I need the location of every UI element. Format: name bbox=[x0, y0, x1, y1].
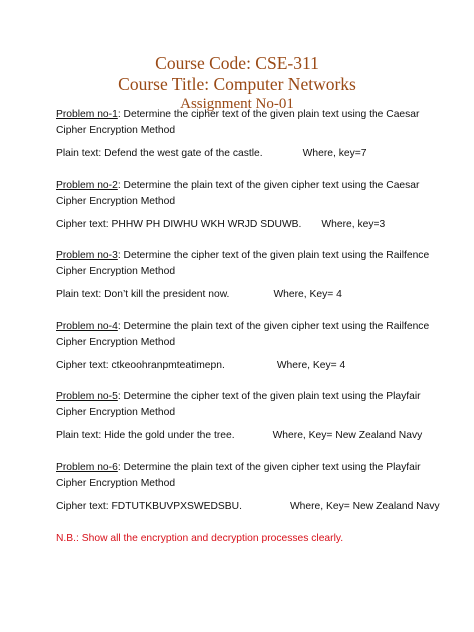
note-text: N.B.: Show all the encryption and decryption processes clearly. bbox=[56, 533, 344, 544]
given-key: Where, Key= New Zealand Navy bbox=[289, 500, 440, 512]
problem-1 bbox=[56, 107, 436, 178]
problem-3 bbox=[56, 248, 436, 319]
document-header bbox=[0, 0, 474, 114]
problem-given bbox=[56, 146, 436, 162]
course-code: Course Code: CSE-311 bbox=[155, 53, 319, 73]
problem-description bbox=[56, 389, 436, 421]
given-key: Where, Key= New Zealand Navy bbox=[272, 430, 423, 441]
problem-given bbox=[56, 428, 436, 444]
course-title: Course Title: Computer Networks bbox=[118, 74, 356, 94]
problem-given bbox=[56, 217, 436, 233]
problem-list bbox=[56, 107, 440, 530]
problem-text: : Determine the plain text of the given cipher text using the Railfence Cipher Encryption Method bbox=[56, 320, 430, 348]
problem-2 bbox=[56, 178, 436, 249]
problem-text: : Determine the cipher text of the given plain text using the Playfair Cipher Encryption Method bbox=[56, 391, 421, 418]
problem-given bbox=[56, 499, 440, 515]
problem-5 bbox=[56, 389, 436, 460]
assignment-title: Assignment No-01 bbox=[180, 96, 294, 112]
problem-description bbox=[56, 319, 436, 351]
given-key: Where, key=7 bbox=[302, 148, 367, 159]
problem-given bbox=[56, 287, 436, 303]
problem-label: Problem no-4 bbox=[56, 320, 118, 332]
problem-label: Problem no-1 bbox=[56, 109, 118, 120]
problem-text: : Determine the plain text of the given cipher text using the Caesar Cipher Encryption Method bbox=[56, 179, 420, 207]
given-key: Where, key=3 bbox=[321, 218, 386, 230]
problem-label: Problem no-6 bbox=[56, 461, 118, 473]
problem-6 bbox=[56, 460, 440, 531]
given-text: Plain text: Defend the west gate of the castle. bbox=[56, 148, 263, 159]
problem-text: : Determine the cipher text of the given plain text using the Caesar Cipher Encryption Method bbox=[56, 109, 420, 136]
given-text: Plain text: Hide the gold under the tree. bbox=[56, 430, 235, 441]
given-key: Where, Key= 4 bbox=[276, 359, 346, 371]
problem-label: Problem no-2 bbox=[56, 179, 118, 191]
problem-text: : Determine the plain text of the given cipher text using the Playfair Cipher Encryption Method bbox=[56, 461, 421, 489]
problem-label: Problem no-5 bbox=[56, 391, 118, 402]
given-text: Cipher text: PHHW PH DIWHU WKH WRJD SDUWB. bbox=[56, 218, 302, 230]
problem-description bbox=[56, 460, 436, 492]
given-text: Cipher text: ctkeoohranpmteatimepn. bbox=[56, 359, 225, 371]
problem-description bbox=[56, 178, 436, 210]
problem-4 bbox=[56, 319, 436, 390]
problem-description bbox=[56, 107, 436, 139]
problem-label: Problem no-3 bbox=[56, 250, 118, 261]
problem-text: : Determine the cipher text of the given plain text using the Railfence Cipher Encryption Method bbox=[56, 250, 430, 277]
given-text: Plain text: Don’t kill the president now. bbox=[56, 289, 230, 300]
given-key: Where, Key= 4 bbox=[273, 289, 342, 300]
given-text: Cipher text: FDTUTKBUVPXSWEDSBU. bbox=[56, 500, 242, 512]
problem-description bbox=[56, 248, 436, 280]
problem-given bbox=[56, 358, 436, 374]
